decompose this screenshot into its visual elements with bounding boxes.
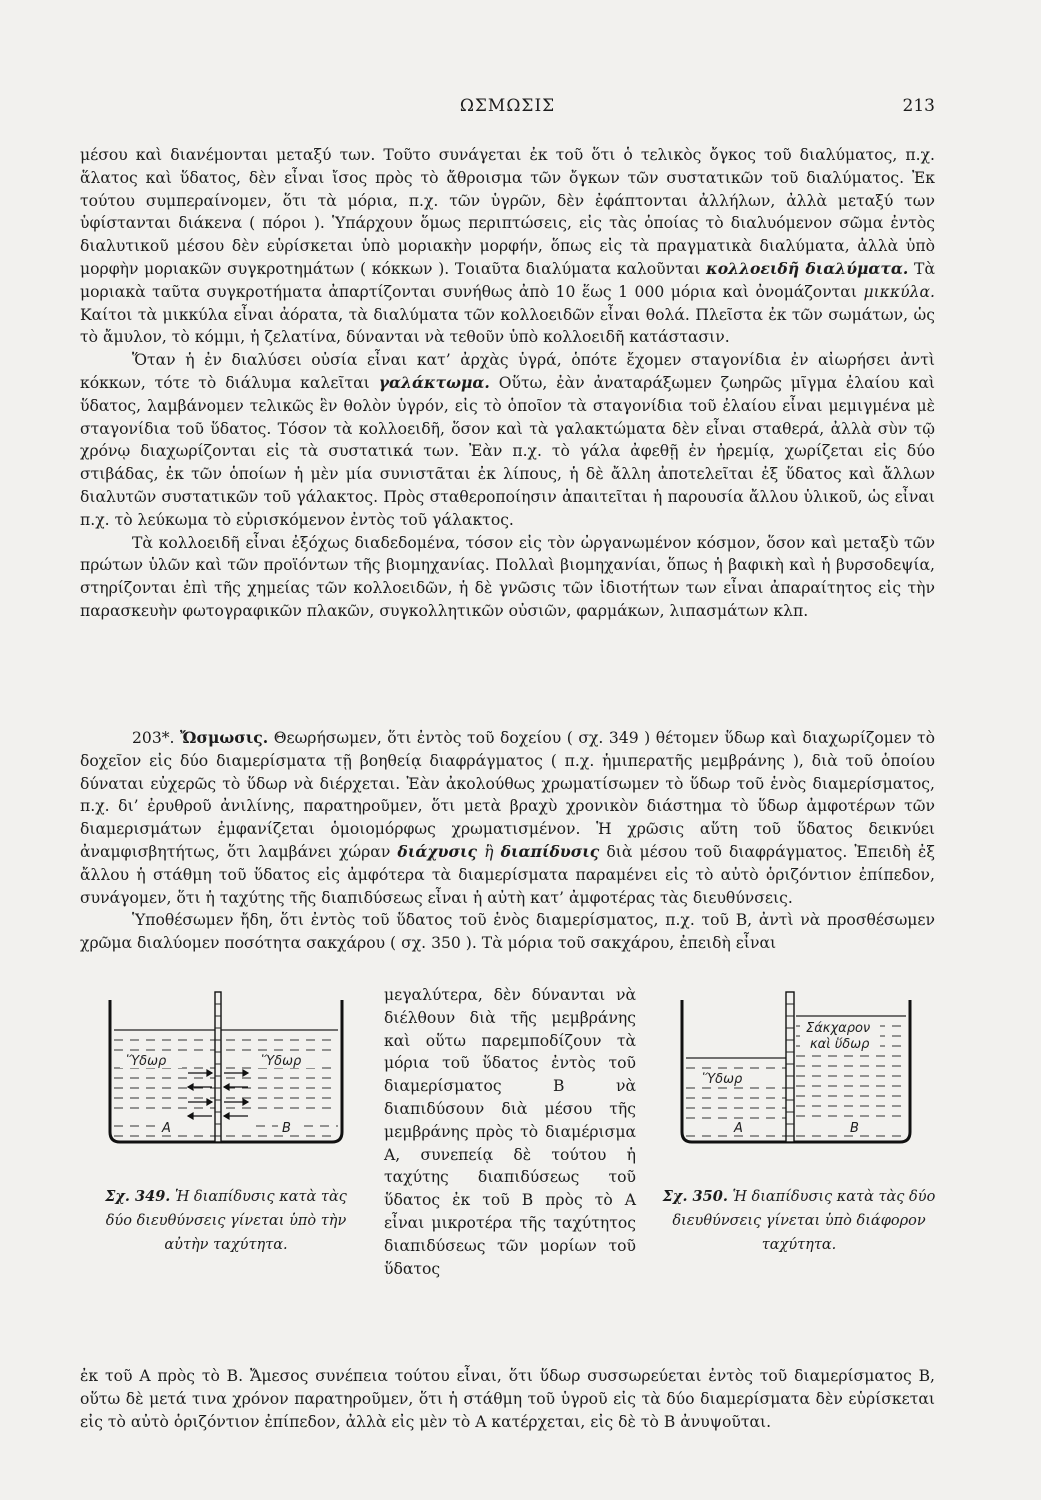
paragraph-text: Τὰ μοριακὰ ταῦτα συγκροτήματα ἀπαρτίζονται συνήθως ἀπὸ 10 ἕως 1 000 μόρια καὶ ὀνομάζονται — [80, 259, 935, 301]
caption-349 — [96, 1185, 356, 1257]
paragraph-osmosis — [80, 727, 935, 909]
paragraph-sugar: Ὑποθέσωμεν ἤδη, ὅτι ἐντὸς τοῦ ὕδατος τοῦ ἑνὸς διαμερίσματος, π.χ. τοῦ Β, ἀντὶ νὰ προσθέσωμεν χρῶμα διαλύομεν ποσότητα σακχάρου ( σχ. 350 ). Τὰ μόρια τοῦ σακχάρου, ἐπειδὴ εἶναι — [80, 911, 935, 953]
section-title: Ὤσμωσις. — [180, 728, 269, 747]
label-sugar-line2: καὶ ὕδωρ — [810, 1037, 870, 1052]
page-number: 213 — [902, 96, 935, 116]
figure-350 — [668, 990, 940, 1180]
label-compartment-a: A — [162, 1121, 171, 1136]
caption-text: Ἡ διαπίδυσις κατὰ τὰς δύο διευθύνσεις γίνεται ὑπὸ τὴν αὐτὴν ταχύτητα. — [105, 1189, 347, 1253]
paragraph-text: Οὕτω, ἐὰν ἀναταράξωμεν ζωηρῶς μῖγμα ἐλαίου καὶ ὕδατος, λαμβάνομεν τελικῶς ἓν θολὸν ὑγρόν, εἰς τὸ ὁποῖον τὰ σταγονίδια τοῦ ἐλαίου εἶναι μεμιγμένα μὲ σταγονίδια τοῦ ὕδατος. Τόσον τὰ κολλοειδῆ, ὅσον καὶ τὰ γαλακτώματα δὲν εἶναι σταθερά, ἀλλὰ σὺν τῷ χρόνῳ διαχωρίζονται εἰς τὰ συστατικά των. Ἐὰν π.χ. τὸ γάλα ἀφεθῇ ἐν ἠρεμίᾳ, χωρίζεται εἰς δύο στιβάδας, ἐκ τῶν ὁποίων ἡ μὲν μία συνιστᾶται ἐκ λίπους, ἡ δὲ ἄλλη ἀποτελεῖται ἐξ ὕδατος καὶ ἄλλων διαλυτῶν συστατικῶν τοῦ γάλακτος. Πρὸς σταθεροποίησιν ἀπαιτεῖται ἡ παρουσία ἄλλου ὑλικοῦ, ὡς εἶναι π.χ. τὸ λεύκωμα τὸ εὑρισκόμενον ἐντὸς τοῦ γάλακτος. — [80, 373, 935, 529]
caption-text: Ἡ διαπίδυσις κατὰ τὰς δύο διευθύνσεις γίνεται ὑπὸ διάφορον ταχύτητα. — [672, 1189, 936, 1253]
membrane — [215, 992, 221, 1142]
label-water-left: Ὕδωρ — [702, 1072, 743, 1087]
term-colloidal-solutions: κολλοειδῆ διαλύματα. — [706, 258, 909, 278]
label-water-left: Ὕδωρ — [126, 1054, 167, 1069]
term-micelles: μικκύλα. — [863, 282, 935, 301]
page-header — [80, 96, 935, 126]
figure-349-diagram — [96, 990, 376, 1180]
paragraph-industry: Τὰ κολλοειδῆ εἶναι ἐξόχως διαδεδομένα, τόσον εἰς τὸν ὠργανωμένον κόσμον, ὅσον καὶ μεταξὺ τῶν πρώτων ὑλῶν καὶ τῶν προϊόντων τῆς βιομηχανίας. Πολλαὶ βιομηχανίαι, ὅπως ἡ βαφικὴ καὶ ἡ βυρσοδεψία, στηρίζονται ἐπὶ τῆς χημείας τῶν κολλοειδῶν, ἡ δὲ γνῶσις τῶν ἰδιοτήτων των εἶναι ἀπαραίτητος εἰς τὴν παρασκευὴν φωτογραφικῶν πλακῶν, συγκολλητικῶν οὐσιῶν, φαρμάκων, λιπασμάτων κλπ. — [80, 533, 935, 620]
text-block-top — [80, 144, 935, 623]
label-compartment-b: B — [850, 1121, 859, 1136]
text-block-osmosis — [80, 727, 935, 955]
vessel — [110, 1000, 342, 1142]
label-sugar-line1: Σάκχαρον — [806, 1021, 871, 1036]
figure-350-diagram — [668, 990, 940, 1180]
paragraph-text: Ὅταν ἡ ἐν διαλύσει οὐσία εἶναι κατ’ ἀρχὰς ὑγρά, ὁπότε ἔχομεν σταγονίδια ἐν αἰωρήσει ἀντὶ κόκκων, τότε τὸ διάλυμα καλεῖται — [80, 351, 935, 392]
figure-349 — [96, 990, 376, 1180]
term-diffusion: διάχυσις — [397, 841, 477, 861]
label-compartment-b: B — [282, 1121, 291, 1136]
water-fill — [114, 1030, 338, 1136]
paragraph-emulsion — [80, 349, 935, 531]
paragraph-text: Θεωρήσωμεν, ὅτι ἐντὸς τοῦ δοχείου ( σχ. 349 ) θέτομεν ὕδωρ καὶ διαχωρίζομεν τὸ δοχεῖον εἰς δύο διαμερίσματα τῇ βοηθείᾳ διαφράγματος ( π.χ. ἡμιπερατῆς μεμβράνης ), διὰ τοῦ ὁποίου δύναται εὐχερῶς τὸ ὕδωρ νὰ διέρχεται. Ἐὰν ἀκολούθως χρωματίσωμεν τὸ ὕδωρ τοῦ ἑνὸς διαμερίσματος, π.χ. δι’ ἐρυθροῦ ἀνιλίνης, παρατηροῦμεν, ὅτι μετὰ βραχὺ χρονικὸν διάστημα τὸ ὕδωρ ἀμφοτέρων τῶν διαμερισμάτων ἐμφανίζεται ὁμοιομόρφως χρωματισμένον. Ἡ χρῶσις αὕτη τοῦ ὕδατος δεικνύει ἀναμφισβητήτως, ὅτι λαμβάνει χώραν — [80, 729, 935, 861]
paragraph-colloids — [80, 144, 935, 349]
paragraph-conclusion: ἐκ τοῦ Α πρὸς τὸ Β. Ἄμεσος συνέπεια τούτου εἶναι, ὅτι ὕδωρ συσσωρεύεται ἐντὸς τοῦ διαμερίσματος Β, οὕτω δὲ μετά τινα χρόνον παρατηροῦμεν, ὅτι ἡ στάθμη τοῦ ὑγροῦ εἰς τὰ δύο διαμερίσματα δὲν εὑρίσκεται εἰς τὸ αὐτὸ ὁριζόντιον ἐπίπεδον, ἀλλὰ εἰς μὲν τὸ Α κατέρχεται, εἰς δὲ τὸ Β ἀνυψοῦται. — [80, 1367, 935, 1431]
paragraph-text: μέσου καὶ διανέμονται μεταξύ των. Τοῦτο συνάγεται ἐκ τοῦ ὅτι ὁ τελικὸς ὄγκος τοῦ διαλύματος, π.χ. ἅλατος καὶ ὕδατος, δὲν εἶναι ἴσος πρὸς τὸ ἄθροισμα τῶν ὄγκων τῶν συστατικῶν τοῦ διαλύματος. Ἐκ τούτου συμπεραίνομεν, ὅτι τὰ μόρια, π.χ. τῶν ὑγρῶν, δὲν ἐφάπτονται ἀλλήλων, ἀλλὰ μεταξύ των ὑφίστανται διάκενα ( πόροι ). Ὑπάρχουν ὅμως περιπτώσεις, εἰς τὰς ὁποίας τὸ διαλυόμενον σῶμα ἐντὸς διαλυτικοῦ μέσου δὲν εὑρίσκεται ὑπὸ μοριακὴν μορφήν, ὅπως εἰς τὰ πραγματικὰ διαλύματα, ἀλλὰ ὑπὸ μορφὴν μοριακῶν συγκροτημάτων ( κόκκων ). Τοιαῦτα διαλύματα καλοῦνται — [80, 146, 935, 278]
term-osmosis: διαπίδυσις — [500, 841, 600, 861]
term-or: ἢ — [484, 842, 494, 861]
membrane — [786, 992, 794, 1142]
running-title: ΩΣΜΩΣΙΣ — [459, 96, 556, 116]
caption-label: Σχ. 349. — [105, 1188, 171, 1205]
paragraph-text: διὰ μέσου τοῦ διαφράγματος. Ἐπειδὴ ἐξ ἄλλου ἡ στάθμη τοῦ ὕδατος εἰς ἀμφότερα τὰ διαμερίσματα παραμένει εἰς τὸ αὐτὸ ὁριζόντιον ἐπίπεδον, συνάγομεν, ὅτι ἡ ταχύτης τῆς διαπιδύσεως εἶναι ἡ αὐτὴ κατ’ ἀμφοτέρας τὰς διευθύνσεις. — [80, 842, 935, 907]
label-water-right: Ὕδωρ — [261, 1054, 302, 1069]
text-column-between-figures: μεγαλύτερα, δὲν δύνανται νὰ διέλθουν διὰ τῆς μεμβράνης καὶ οὕτω παρεμποδίζουν τὰ μόρια τοῦ ὕδατος ἐντὸς τοῦ διαμερίσματος Β νὰ διαπιδύσουν διὰ μέσου τῆς μεμβράνης πρὸς τὸ διαμέρισμα Α, συνεπείᾳ δὲ τούτου ἡ ταχύτης διαπιδύσεως τοῦ ὕδατος ἐκ τοῦ Β πρὸς τὸ Α εἶναι μικροτέρα τῆς ταχύτητος διαπιδύσεως τῶν μορίων τοῦ ὕδατος — [384, 986, 636, 1278]
paragraph-text: Καίτοι τὰ μικκύλα εἶναι ἀόρατα, τὰ διαλύματα τῶν κολλοειδῶν εἶναι θολά. Πλεῖστα ἐκ τῶν σωμάτων, ὡς τὸ ἄμυλον, τὸ κόμμι, ἡ ζελατίνα, δύνανται νὰ τεθοῦν ὑπὸ κολλοειδῆ κατάστασιν. — [80, 305, 935, 347]
caption-350 — [654, 1185, 944, 1257]
label-compartment-a: A — [734, 1121, 743, 1136]
text-block-bottom — [80, 1365, 935, 1433]
caption-label: Σχ. 350. — [662, 1188, 728, 1205]
term-emulsion: γαλάκτωμα. — [378, 372, 490, 392]
section-number: 203*. — [132, 729, 175, 747]
